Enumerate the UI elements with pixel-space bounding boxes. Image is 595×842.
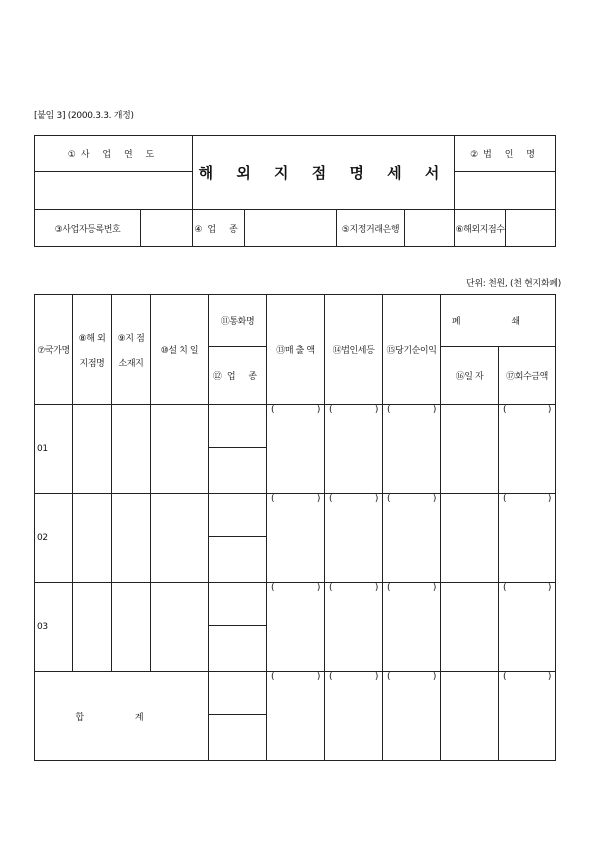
currency-cell[interactable] <box>209 494 267 537</box>
paren-pair <box>383 583 440 593</box>
corp-tax-cell[interactable] <box>325 405 383 494</box>
designated-bank-label: ⑤지정거래은행 <box>337 210 405 247</box>
paren-open: ( <box>329 405 333 415</box>
designated-bank-field[interactable] <box>405 210 455 247</box>
paren-close: ) <box>432 405 436 415</box>
header-location-line1: ⑨지 점 <box>117 333 145 344</box>
paren-close: ) <box>316 583 320 593</box>
paren-pair <box>267 672 324 682</box>
location-cell[interactable] <box>112 405 151 494</box>
location-cell[interactable] <box>112 494 151 583</box>
paren-pair <box>325 672 382 682</box>
header-branch-name-line2: 지점명 <box>79 358 105 369</box>
recovered-amount-cell[interactable] <box>499 583 556 672</box>
header-location <box>112 295 151 405</box>
total-currency-cell[interactable] <box>209 672 267 715</box>
currency-cell[interactable] <box>209 583 267 626</box>
branch-count-field[interactable] <box>506 210 556 247</box>
net-income-cell[interactable] <box>383 494 441 583</box>
paren-close: ) <box>432 672 436 682</box>
total-industry-cell[interactable] <box>209 715 267 761</box>
header-branch-name-line1: ⑧해 외 <box>78 333 106 344</box>
branch-count-label: ⑥해외지점수 <box>455 210 506 247</box>
total-net-income-cell[interactable] <box>383 672 441 761</box>
row-number: 01 <box>35 405 73 494</box>
header-sales: ⑬매 출 액 <box>267 295 325 405</box>
recovered-amount-cell[interactable] <box>499 405 556 494</box>
business-year-label: ①사 업 연 도 <box>35 136 193 172</box>
established-cell[interactable] <box>151 405 209 494</box>
biz-reg-no-field[interactable] <box>141 210 193 247</box>
corp-tax-cell[interactable] <box>325 583 383 672</box>
paren-open: ( <box>503 494 507 504</box>
header-net-income: ⑮당기순이익 <box>383 295 441 405</box>
paren-pair <box>325 494 382 504</box>
paren-pair <box>383 672 440 682</box>
branch-name-cell[interactable] <box>73 583 112 672</box>
established-cell[interactable] <box>151 494 209 583</box>
paren-open: ( <box>329 672 333 682</box>
closure-date-cell[interactable] <box>441 494 499 583</box>
total-recovered-amount-cell[interactable] <box>499 672 556 761</box>
location-cell[interactable] <box>112 583 151 672</box>
industry-label: ④업 종 <box>193 210 245 247</box>
attachment-note: [붙임 3] (2000.3.3. 개정) <box>34 111 134 121</box>
paren-pair <box>499 672 555 682</box>
header-industry: ⑫업 종 <box>209 347 267 405</box>
header-branch-name <box>73 295 112 405</box>
paren-pair <box>267 405 324 415</box>
recovered-amount-cell[interactable] <box>499 494 556 583</box>
industry-cell[interactable] <box>209 537 267 583</box>
business-year-field[interactable] <box>35 172 193 210</box>
total-corp-tax-cell[interactable] <box>325 672 383 761</box>
closure-date-cell[interactable] <box>441 405 499 494</box>
industry-field[interactable] <box>245 210 337 247</box>
paren-open: ( <box>387 672 391 682</box>
paren-close: ) <box>316 672 320 682</box>
paren-close: ) <box>432 583 436 593</box>
paren-close: ) <box>547 405 551 415</box>
header-location-line2: 소재지 <box>118 358 144 369</box>
industry-cell[interactable] <box>209 626 267 672</box>
net-income-cell[interactable] <box>383 405 441 494</box>
header-closure-date: ⑯일 자 <box>441 347 499 405</box>
header-country: ⑦국가명 <box>35 295 73 405</box>
paren-close: ) <box>374 405 378 415</box>
header-recovered-amount: ⑰회수금액 <box>499 347 556 405</box>
paren-pair <box>383 494 440 504</box>
paren-pair <box>499 494 555 504</box>
paren-pair <box>325 405 382 415</box>
paren-open: ( <box>387 494 391 504</box>
header-closure: 폐 쇄 <box>441 295 556 347</box>
corp-name-field[interactable] <box>455 172 556 210</box>
row-number: 03 <box>35 583 73 672</box>
branch-name-cell[interactable] <box>73 494 112 583</box>
header-corp-tax: ⑭법인세등 <box>325 295 383 405</box>
currency-cell[interactable] <box>209 405 267 448</box>
total-closure-date-cell[interactable] <box>441 672 499 761</box>
corp-tax-cell[interactable] <box>325 494 383 583</box>
corp-name-label: ②법 인 명 <box>455 136 556 172</box>
paren-close: ) <box>316 494 320 504</box>
paren-pair <box>267 494 324 504</box>
paren-pair <box>499 583 555 593</box>
paren-open: ( <box>271 672 275 682</box>
paren-close: ) <box>547 583 551 593</box>
paren-open: ( <box>503 405 507 415</box>
paren-close: ) <box>547 672 551 682</box>
paren-open: ( <box>329 583 333 593</box>
paren-pair <box>325 583 382 593</box>
paren-open: ( <box>503 583 507 593</box>
sales-cell[interactable] <box>267 494 325 583</box>
unit-note: 단위: 천원, (천 현지화폐) <box>466 279 561 289</box>
paren-open: ( <box>329 494 333 504</box>
branch-detail-table <box>34 294 556 761</box>
paren-pair <box>267 583 324 593</box>
paren-close: ) <box>547 494 551 504</box>
form-title: 해 외 지 점 명 세 서 <box>193 136 455 210</box>
paren-open: ( <box>271 494 275 504</box>
paren-open: ( <box>271 405 275 415</box>
paren-open: ( <box>503 672 507 682</box>
header-currency: ⑪통화명 <box>209 295 267 347</box>
paren-close: ) <box>374 494 378 504</box>
total-sales-cell[interactable] <box>267 672 325 761</box>
closure-date-cell[interactable] <box>441 583 499 672</box>
header-established: ⑩설 치 일 <box>151 295 209 405</box>
paren-close: ) <box>374 583 378 593</box>
total-label: 합 계 <box>35 672 209 761</box>
sales-cell[interactable] <box>267 583 325 672</box>
paren-close: ) <box>316 405 320 415</box>
established-cell[interactable] <box>151 583 209 672</box>
row-number: 02 <box>35 494 73 583</box>
paren-open: ( <box>271 583 275 593</box>
sales-cell[interactable] <box>267 405 325 494</box>
form-header-table <box>34 135 556 247</box>
biz-reg-no-label: ③사업자등록번호 <box>35 210 141 247</box>
paren-close: ) <box>374 672 378 682</box>
industry-cell[interactable] <box>209 448 267 494</box>
paren-pair <box>383 405 440 415</box>
paren-open: ( <box>387 583 391 593</box>
net-income-cell[interactable] <box>383 583 441 672</box>
paren-open: ( <box>387 405 391 415</box>
paren-close: ) <box>432 494 436 504</box>
paren-pair <box>499 405 555 415</box>
branch-name-cell[interactable] <box>73 405 112 494</box>
